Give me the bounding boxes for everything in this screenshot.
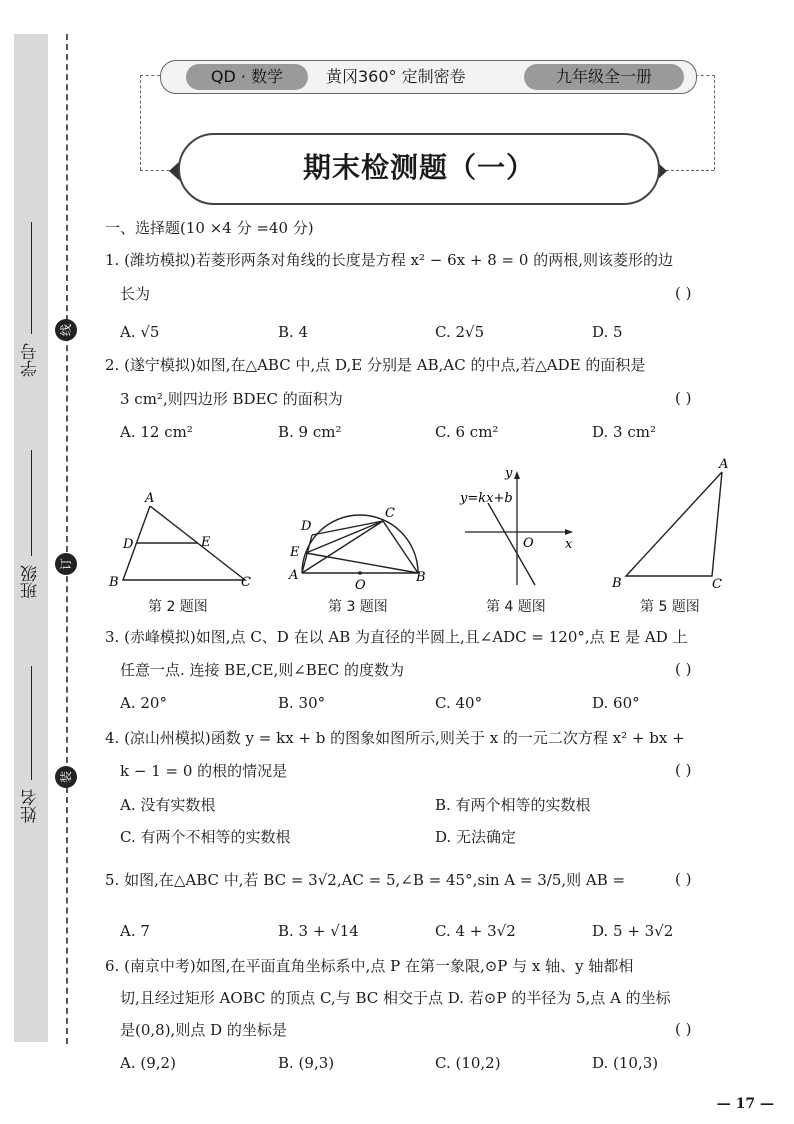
figure-5-caption: 第 5 题图: [640, 599, 700, 615]
q5-option-d[interactable]: D. 5 + 3√2: [592, 922, 674, 940]
fig3-label-c: C: [385, 506, 395, 521]
q2-option-a[interactable]: A. 12 cm²: [120, 423, 193, 441]
name-label: 姓名: [21, 789, 41, 823]
question-6-line-2: 切,且经过矩形 AOBC 的顶点 C,与 BC 相交于点 D. 若⊙P 的半径为 5,点 A 的坐标: [120, 989, 671, 1007]
subject-badge: QD · 数学: [186, 64, 308, 90]
q4-option-b[interactable]: B. 有两个相等的实数根: [435, 796, 591, 814]
student-id-label: 学号: [21, 343, 41, 377]
q5-option-c[interactable]: C. 4 + 3√2: [435, 922, 516, 940]
q3-option-c[interactable]: C. 40°: [435, 694, 483, 712]
header-connector: [695, 75, 715, 76]
exam-title: 期末检测题（一）: [178, 133, 660, 205]
class-blank[interactable]: [31, 450, 32, 556]
header-banner: [160, 60, 697, 94]
question-2-line-2: 3 cm²,则四边形 BDEC 的面积为: [120, 390, 343, 408]
binding-mark-bind: 装: [55, 766, 77, 788]
question-3-line-2: 任意一点. 连接 BE,CE,则∠BEC 的度数为: [120, 661, 405, 679]
binding-mark-line: 线: [55, 319, 77, 341]
binding-mark-staple: 订: [55, 553, 77, 575]
grade-badge: 九年级全一册: [524, 64, 684, 90]
fig3-label-b: B: [416, 570, 426, 585]
fig2-label-d: D: [123, 537, 134, 552]
figure-5: [605, 452, 740, 594]
fig2-label-b: B: [109, 575, 119, 590]
q1-option-a[interactable]: A. √5: [120, 323, 160, 341]
student-id-blank[interactable]: [31, 222, 32, 334]
figure-3-caption: 第 3 题图: [328, 599, 388, 615]
q5-option-a[interactable]: A. 7: [120, 922, 150, 940]
answer-blank-6[interactable]: ( ): [675, 1020, 692, 1038]
answer-blank-2[interactable]: ( ): [675, 389, 692, 407]
figure-3: [285, 495, 435, 595]
fig5-label-b: B: [612, 576, 622, 591]
fig3-label-a: A: [289, 568, 299, 583]
question-1-line-1: 1. (潍坊模拟)若菱形两条对角线的长度是方程 x² − 6x + 8 = 0 的两根,则该菱形的边: [105, 251, 673, 269]
fig4-label-function: y=kx+b: [460, 491, 513, 506]
fig3-label-d: D: [301, 519, 312, 534]
q6-option-b[interactable]: B. (9,3): [278, 1054, 335, 1072]
fig5-label-c: C: [712, 577, 722, 592]
series-title: 黄冈360° 定制密卷: [326, 67, 466, 86]
fig2-label-a: A: [145, 491, 155, 506]
q3-option-d[interactable]: D. 60°: [592, 694, 640, 712]
answer-blank-1[interactable]: ( ): [675, 284, 692, 302]
answer-blank-4[interactable]: ( ): [675, 761, 692, 779]
page-number: — 17 —: [716, 1096, 774, 1112]
q1-option-b[interactable]: B. 4: [278, 323, 309, 341]
header-connector: [714, 75, 715, 170]
header-connector: [140, 75, 160, 76]
q6-option-a[interactable]: A. (9,2): [120, 1054, 176, 1072]
fig2-label-e: E: [201, 535, 211, 550]
q1-option-c[interactable]: C. 2√5: [435, 323, 485, 341]
fig3-label-e: E: [290, 545, 300, 560]
q6-option-d[interactable]: D. (10,3): [592, 1054, 659, 1072]
q4-option-d[interactable]: D. 无法确定: [435, 828, 517, 846]
q3-option-a[interactable]: A. 20°: [120, 694, 167, 712]
figure-2: [105, 488, 255, 592]
question-4-line-2: k − 1 = 0 的根的情况是: [120, 762, 288, 780]
question-6-line-1: 6. (南京中考)如图,在平面直角坐标系中,点 P 在第一象限,⊙P 与 x 轴、y 轴都相: [105, 957, 634, 975]
q1-option-d[interactable]: D. 5: [592, 323, 623, 341]
fig4-label-y: y: [505, 466, 513, 481]
fig3-label-o: O: [355, 578, 366, 593]
header-connector: [140, 75, 141, 170]
answer-blank-5[interactable]: ( ): [675, 870, 692, 888]
binding-dashed-line: [66, 34, 68, 1044]
q5-option-b[interactable]: B. 3 + √14: [278, 922, 359, 940]
q4-option-c[interactable]: C. 有两个不相等的实数根: [120, 828, 291, 846]
figure-4-caption: 第 4 题图: [486, 599, 546, 615]
question-2-line-1: 2. (遂宁模拟)如图,在△ABC 中,点 D,E 分别是 AB,AC 的中点,若△ADE 的面积是: [105, 356, 646, 374]
figure-2-caption: 第 2 题图: [148, 599, 208, 615]
question-3-line-1: 3. (赤峰模拟)如图,点 C、D 在以 AB 为直径的半圆上,且∠ADC = 120°,点 E 是 AD 上: [105, 628, 688, 646]
question-5-line-1: 5. 如图,在△ABC 中,若 BC = 3√2,AC = 5,∠B = 45°,sin A = 3/5,则 AB =: [105, 871, 626, 889]
q2-option-c[interactable]: C. 6 cm²: [435, 423, 499, 441]
fig5-label-a: A: [719, 457, 729, 472]
q3-option-b[interactable]: B. 30°: [278, 694, 326, 712]
q6-option-c[interactable]: C. (10,2): [435, 1054, 501, 1072]
question-6-line-3: 是(0,8),则点 D 的坐标是: [120, 1021, 287, 1039]
q2-option-d[interactable]: D. 3 cm²: [592, 423, 656, 441]
class-label: 班级: [21, 565, 41, 599]
q4-option-a[interactable]: A. 没有实数根: [120, 796, 216, 814]
question-4-line-1: 4. (凉山州模拟)函数 y = kx + b 的图象如图所示,则关于 x 的一元二次方程 x² + bx +: [105, 729, 685, 747]
fig4-label-o: O: [523, 536, 534, 551]
fig2-label-c: C: [241, 575, 251, 590]
answer-blank-3[interactable]: ( ): [675, 660, 692, 678]
section-title: 一、选择题(10 ×4 分 =40 分): [105, 219, 314, 237]
q2-option-b[interactable]: B. 9 cm²: [278, 423, 342, 441]
figure-4: [455, 465, 585, 593]
question-1-line-2: 长为: [120, 285, 151, 303]
name-blank[interactable]: [31, 666, 32, 780]
fig4-label-x: x: [565, 537, 573, 552]
